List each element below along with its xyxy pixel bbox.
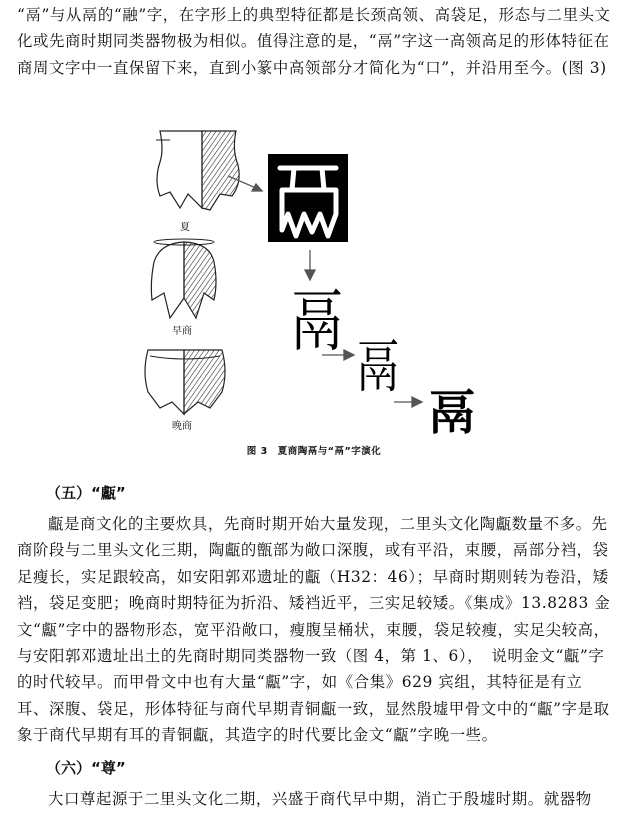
section-6-body: 大口尊起源于二里头文化二期，兴盛于商代早中期，消亡于殷墟时期。就器物 (48, 790, 592, 808)
section-5-body: 甗是商文化的主要炊具，先商时期开始大量发现，二里头文化陶甗数量不多。先商阶段与二里头文化三期，陶甗的甑部为敞口深腹，或有平沿，束腰，鬲部分裆，袋足瘦长，实足跟较高，如安阳郭邓遗址的甗（H32：46）；早商时期则转为卷沿，矮裆，袋足变肥；晚商时期特征为折沿、矮裆近平，三实足较矮。《集成》13.8283 金文“甗”字中的器物形态，宽平沿敞口，瘦腹呈桶状，束腰，袋足较瘦，实足尖较高，与安阳郭邓遗址出土的先商时期同类器物一致（图 4，第 1、6）， 说明金文“甗”字的时代较早。而甲骨文中也有大量“甗”字，如《合集》629 宾组，其特征是有立耳、深腹、袋足，形体特征与商代早期青铜甗一致，显然殷墟甲骨文中的“甗”字是取象于商代早期有耳的青铜甗，其造字的时代要比金文“甗”字晚一些。 (17, 515, 611, 745)
xia-li-vessel (156, 131, 239, 210)
section-5-heading: （五）“甗” (46, 484, 126, 502)
oracle-bone-rubbing (268, 154, 348, 242)
period-label-late-shang: 晚商 (172, 421, 192, 432)
period-label-early-shang: 早商 (172, 326, 192, 337)
section-6-heading: （六）“尊” (46, 759, 126, 777)
late-shang-li-vessel (145, 350, 225, 414)
figure-caption: 图 3 夏商陶鬲与“鬲”字演化 (246, 446, 382, 457)
seal-script-glyph: 鬲 (356, 334, 400, 401)
bronze-script-glyph: 鬲 (290, 282, 344, 361)
period-label-xia: 夏 (180, 222, 190, 233)
intro-paragraph: “鬲”与从鬲的“融”字，在字形上的典型特征都是长颈高领、高袋足，形态与二里头文化或先商时期同类器物极为相似。值得注意的是，“鬲”字这一高领高足的形体特征在商周文字中一直保留下来，直到小篆中高领部分才简化为“口”，并沿用至今。(图 3) (17, 6, 611, 77)
early-shang-li-vessel (151, 239, 216, 318)
modern-script-glyph: 鬲 (428, 385, 477, 441)
